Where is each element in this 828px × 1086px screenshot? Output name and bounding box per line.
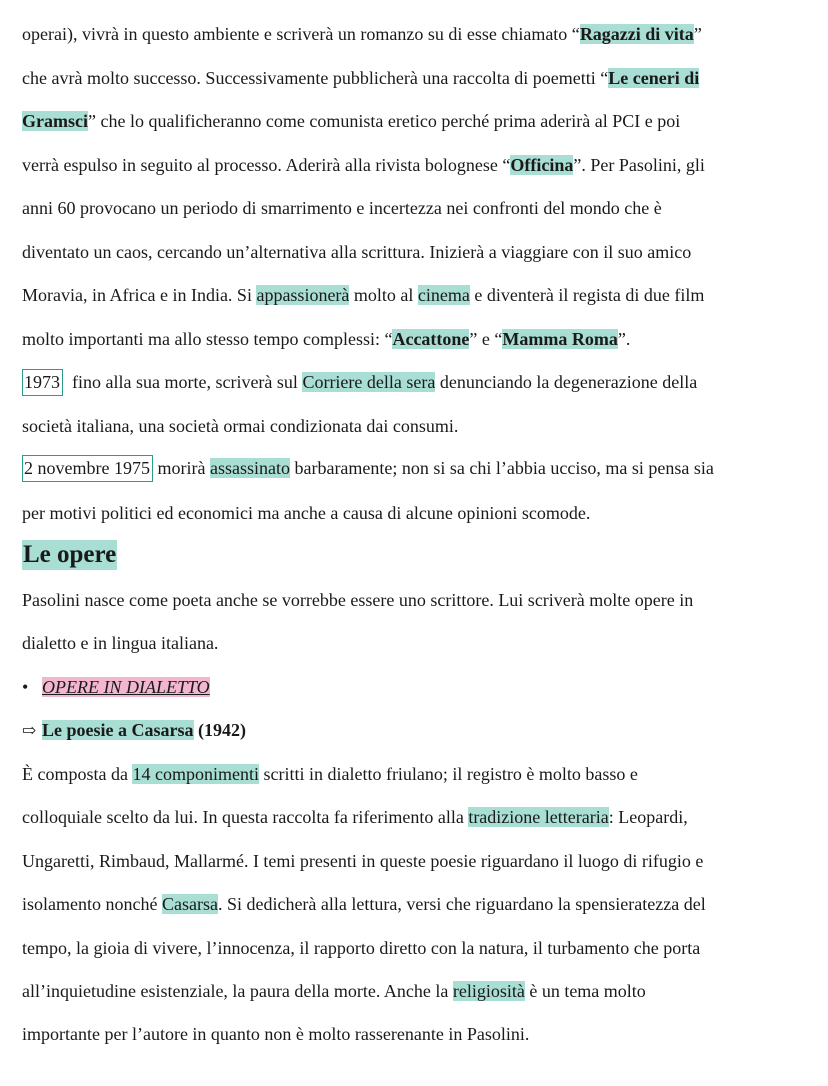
text-run: all’inquietudine esistenziale, la paura della morte. Anche la	[22, 981, 453, 1001]
boxed-date: 2 novembre 1975	[22, 455, 153, 482]
text-line	[22, 588, 693, 612]
text-run: anni 60 provocano un periodo di smarrimento e incertezza nei confronti del mondo che è	[22, 198, 662, 218]
text-run: È composta da	[22, 764, 133, 784]
text-run: diventato un caos, cercando un’alternativa alla scrittura. Inizierà a viaggiare con il suo amico	[22, 242, 692, 262]
text-run: tempo, la gioia di vivere, l’innocenza, il rapporto diretto con la natura, il turbamento che porta	[22, 938, 701, 958]
text-line	[22, 455, 714, 482]
text-run: verrà espulso in seguito al processo. Aderirà alla rivista bolognese “	[22, 155, 511, 175]
text-line	[22, 369, 697, 396]
text-run: importante per l’autore in quanto non è molto rasserenante in Pasolini.	[22, 1024, 530, 1044]
text-line	[22, 153, 705, 177]
text-line	[22, 196, 662, 220]
text-line	[22, 240, 691, 264]
text-line	[22, 414, 458, 438]
text-run: morirà	[152, 458, 210, 478]
text-line	[22, 327, 630, 351]
text-run: molto importanti ma allo stesso tempo complessi: “	[22, 329, 393, 349]
text-run: dialetto e in lingua italiana.	[22, 633, 219, 653]
highlighted-title: Ragazzi di vita	[579, 24, 694, 44]
bullet-label: OPERE IN DIALETTO	[42, 677, 210, 697]
text-line	[22, 762, 638, 786]
highlighted-word: assassinato	[209, 458, 290, 478]
highlighted-word: cinema	[417, 285, 470, 305]
text-line	[22, 936, 700, 960]
text-line	[22, 979, 646, 1003]
text-run: ”. Per Pasolini, gli	[573, 155, 705, 175]
text-run: Ungaretti, Rimbaud, Mallarmé. I temi presenti in queste poesie riguardano il luogo di rifugio e	[22, 851, 704, 871]
highlighted-title: Mamma Roma	[502, 329, 618, 349]
text-run: operai), vivrà in questo ambiente e scriverà un romanzo su di esse chiamato “	[22, 24, 580, 44]
highlighted-word: Casarsa	[161, 894, 218, 914]
text-run: e diventerà il regista di due film	[469, 285, 705, 305]
text-run: ” e “	[469, 329, 503, 349]
subheading	[22, 718, 246, 743]
text-run: è un tema molto	[524, 981, 646, 1001]
text-run: isolamento nonché	[22, 894, 162, 914]
subheading-title: Le poesie a Casarsa	[42, 720, 194, 740]
bullet-item	[22, 675, 210, 699]
text-line	[22, 22, 702, 46]
text-run: : Leopardi,	[608, 807, 688, 827]
text-line	[22, 66, 699, 90]
text-run: ”.	[617, 329, 631, 349]
highlighted-title: Gramsci	[22, 111, 88, 131]
highlighted-word: Corriere della sera	[302, 372, 436, 392]
text-line	[22, 1022, 529, 1046]
text-line	[22, 892, 706, 916]
text-run: per motivi politici ed economici ma anche a causa di alcune opinioni scomode.	[22, 503, 591, 523]
text-run: molto al	[349, 285, 418, 305]
text-run: società italiana, una società ormai condizionata dai consumi.	[22, 416, 459, 436]
text-run: . Si dedicherà alla lettura, versi che riguardano la spensieratezza del	[217, 894, 706, 914]
text-line	[22, 849, 703, 873]
text-line	[22, 631, 218, 655]
highlighted-word: 14 componimenti	[132, 764, 259, 784]
arrow-right-icon: ⇨	[22, 721, 37, 740]
text-line	[22, 283, 704, 307]
bullet-icon: •	[22, 677, 29, 697]
text-run: Pasolini nasce come poeta anche se vorrebbe essere uno scrittore. Lui scriverà molte opere in	[22, 590, 694, 610]
highlighted-word: religiosità	[452, 981, 525, 1001]
text-run: fino alla sua morte, scriverà sul	[63, 372, 303, 392]
text-run: denunciando la degenerazione della	[435, 372, 698, 392]
text-run: che avrà molto successo. Successivamente pubblicherà una raccolta di poemetti “	[22, 68, 609, 88]
text-line	[22, 109, 680, 133]
text-run: Moravia, in Africa e in India. Si	[22, 285, 257, 305]
subheading-year: (1942)	[193, 720, 246, 740]
highlighted-word: tradizione letteraria	[468, 807, 609, 827]
text-run: colloquiale scelto da lui. In questa raccolta fa riferimento alla	[22, 807, 469, 827]
text-run: ”	[693, 24, 702, 44]
boxed-date: 1973	[22, 369, 63, 396]
text-line	[22, 805, 688, 829]
highlighted-title: Le ceneri di	[608, 68, 700, 88]
text-run: barbaramente; non si sa chi l’abbia ucciso, ma si pensa sia	[289, 458, 714, 478]
text-run: ” che lo qualificheranno come comunista eretico perché prima aderirà al PCI e poi	[87, 111, 681, 131]
highlighted-title: Accattone	[392, 329, 470, 349]
highlighted-word: appassionerà	[256, 285, 350, 305]
text-line	[22, 501, 590, 525]
highlighted-title: Officina	[510, 155, 574, 175]
section-heading: Le opere	[23, 541, 117, 568]
text-run: scritti in dialetto friulano; il registro è molto basso e	[258, 764, 638, 784]
